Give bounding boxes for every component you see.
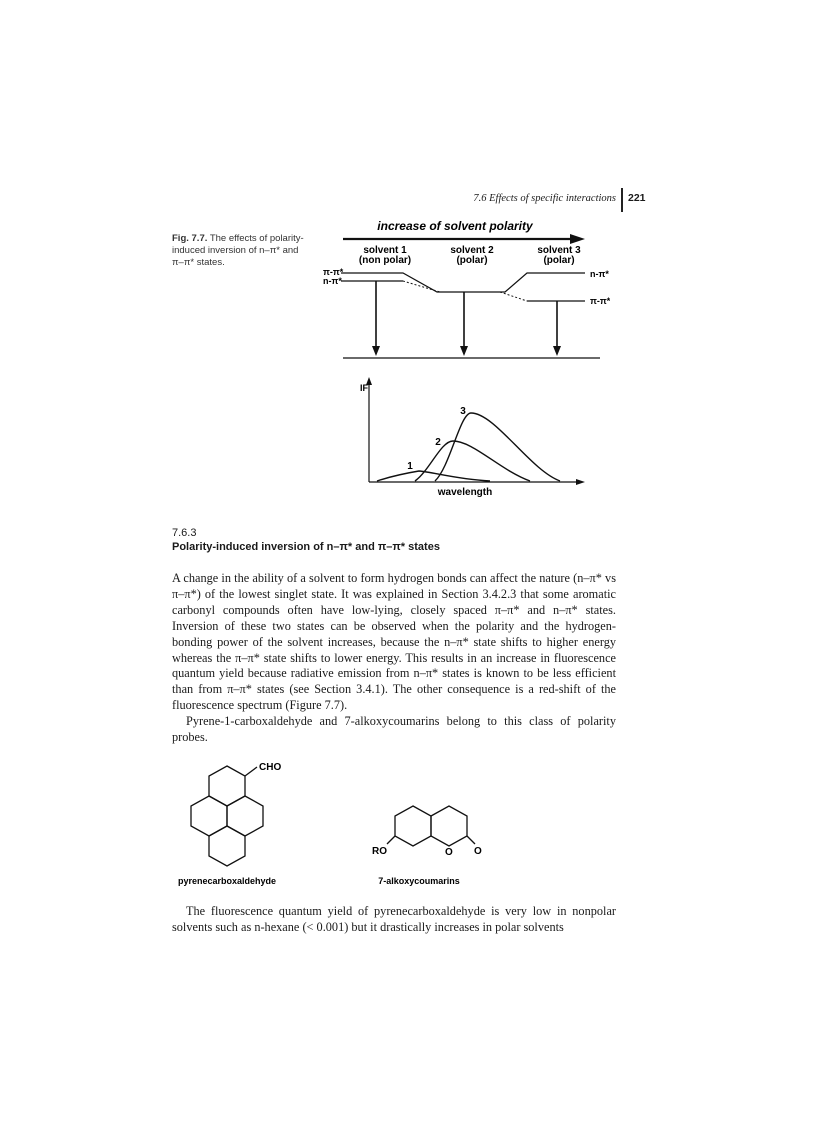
coumarin-carbonyl-oxygen: O — [474, 846, 482, 857]
spectrum-curve-1 — [377, 471, 490, 481]
n-pi-level-line — [341, 273, 585, 292]
crossover-dashed-line — [403, 281, 440, 292]
x-axis-label: wavelength — [437, 487, 493, 498]
solvent1-type: (non polar) — [358, 255, 412, 266]
figure-caption — [172, 233, 312, 269]
energy-level-diagram — [310, 215, 610, 365]
paragraph-2: Pyrene-1-carboxaldehyde and 7-alkoxycoumarins belong to this class of polarity probes. — [172, 714, 616, 744]
coumarin-ro-label: RO — [372, 846, 387, 857]
pyrene-name: pyrenecarboxaldehyde — [177, 876, 277, 886]
coumarin-ring-oxygen: O — [445, 847, 453, 858]
header-rule — [621, 188, 623, 212]
coumarin-structure — [387, 806, 475, 846]
polarity-arrow-label: increase of solvent polarity — [377, 219, 533, 233]
y-axis-label: IF — [360, 383, 368, 393]
caption-text: The effects of polarity-induced inversion of n–π* and π–π* states. — [172, 233, 304, 268]
curve-label-2: 2 — [435, 437, 441, 448]
left-upper-state-label: π-π* — [323, 267, 344, 277]
x-axis-arrowhead — [576, 479, 585, 485]
right-upper-state-label: n-π* — [590, 269, 609, 279]
section-title: Polarity-induced inversion of n–π* and π–π* states — [172, 541, 440, 553]
pyrene-structure — [191, 766, 263, 866]
solvent1-name: solvent 1 — [363, 245, 407, 256]
curve-label-1: 1 — [407, 461, 413, 472]
right-lower-state-label: π-π* — [590, 296, 610, 306]
spectrum-curve-3 — [435, 413, 560, 481]
pyrene-cho-label: CHO — [259, 762, 282, 773]
curve-label-3: 3 — [460, 406, 466, 417]
page-number: 221 — [628, 192, 646, 204]
solvent3-name: solvent 3 — [537, 245, 581, 256]
arrowhead-2 — [460, 346, 468, 356]
running-header: 7.6 Effects of specific interactions — [473, 193, 616, 204]
arrowhead-3 — [553, 346, 561, 356]
coumarin-name: 7-alkoxycoumarins — [378, 876, 460, 886]
section-number: 7.6.3 — [172, 527, 197, 539]
arrowhead-1 — [372, 346, 380, 356]
paragraph-3: The fluorescence quantum yield of pyrenecarboxaldehyde is very low in nonpolar solvents such as n-hexane (< 0.001) but it drastically increases in polar solvents — [172, 904, 616, 934]
chemical-structures — [175, 758, 495, 890]
fluorescence-spectra — [355, 375, 595, 500]
solvent2-name: solvent 2 — [450, 245, 494, 256]
paragraph-1: A change in the ability of a solvent to form hydrogen bonds can affect the nature (n–π* vs π–π*) of the lowest singlet state. It was explained in Section 3.4.2.3 that some aromatic carbonyl compounds often have low-lying, closely spaced π–π* and n–π* states. Inversion of these two states can be observed when the polarity and the hydrogen-bonding power of the solvent increases, because the n–π* state shifts to higher energy whereas the π–π* state shifts to lower energy. This results in an increase in fluorescence quantum yield because radiative emission from n–π* states is known to be less efficient than from π–π* states (see Section 3.4.1). The other consequence is a red-shift of the fluorescence spectrum (Figure 7.7). — [172, 571, 616, 713]
caption-label: Fig. 7.7. — [172, 233, 208, 244]
crossover-dashed-line-2 — [500, 292, 527, 301]
polarity-arrowhead — [570, 234, 585, 244]
left-lower-state-label: n-π* — [323, 276, 342, 286]
spectrum-curve-2 — [415, 441, 530, 481]
solvent3-type: (polar) — [543, 255, 575, 266]
solvent2-type: (polar) — [456, 255, 488, 266]
